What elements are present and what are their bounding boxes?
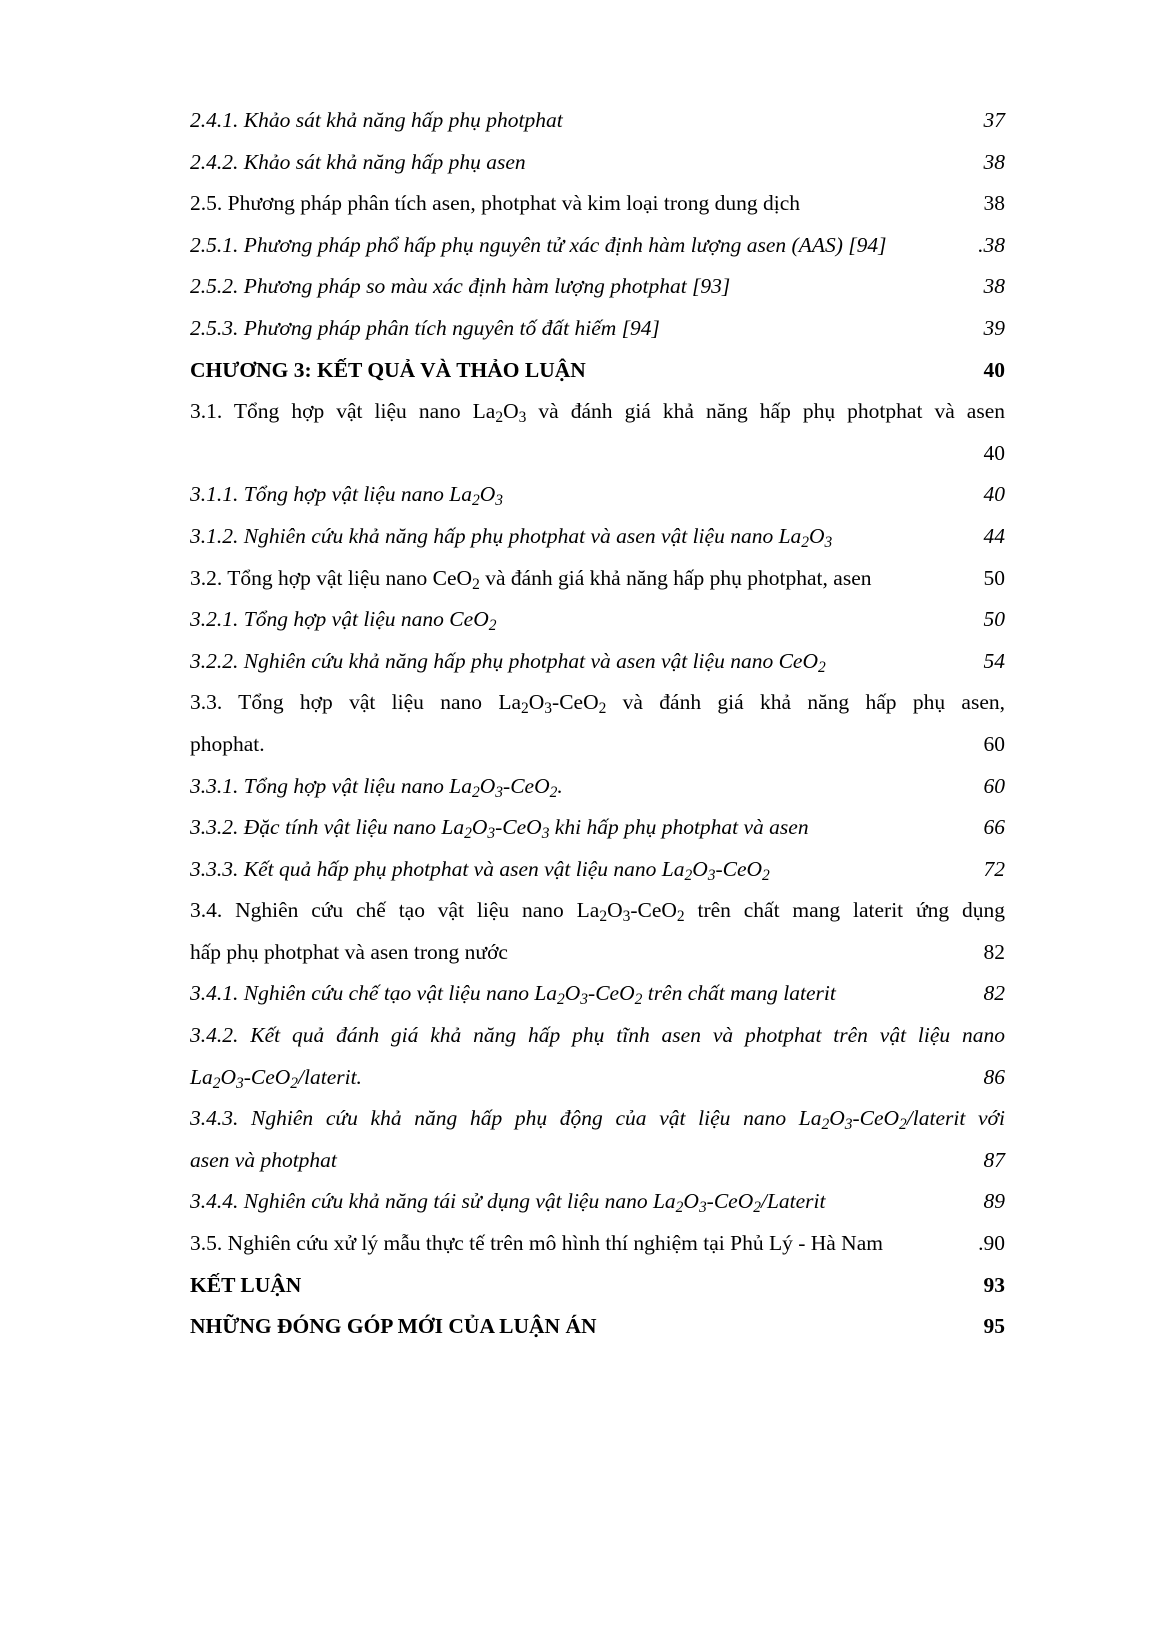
toc-title: 3.2.1. Tổng hợp vật liệu nano CeO$_2$ bbox=[190, 607, 497, 634]
toc-entry-3-2-2[interactable] bbox=[190, 641, 1005, 683]
toc-page-number: 93 bbox=[983, 1272, 1005, 1297]
toc-entry-3-4-3-line1[interactable] bbox=[190, 1098, 1005, 1140]
toc-page-number: 82 bbox=[983, 981, 1005, 1006]
toc-entry-3-4-2-line1[interactable] bbox=[190, 1015, 1005, 1057]
toc-entry-2-5-3[interactable] bbox=[190, 308, 1005, 350]
toc-title: 2.5.3. Phương pháp phân tích nguyên tố đất hiếm [94] bbox=[190, 315, 660, 340]
toc-title-continued: hấp phụ photphat và asen trong nước bbox=[190, 939, 508, 964]
toc-title: 3.3.1. Tổng hợp vật liệu nano $La_2O_3-CeO_2$. bbox=[190, 773, 563, 801]
toc-title: 2.4.1. Khảo sát khả năng hấp phụ photphat bbox=[190, 108, 563, 132]
toc-title-continued: $La_2O_3-CeO_2$/laterit. bbox=[190, 1064, 362, 1092]
dot-leader bbox=[872, 563, 982, 585]
dot-leader bbox=[598, 1312, 983, 1334]
toc-title-continued: asen và photphat bbox=[190, 1147, 337, 1172]
toc-page-number: 40 bbox=[983, 440, 1005, 465]
toc-entry-3-4-line1[interactable] bbox=[190, 890, 1005, 932]
toc-page-number: .38 bbox=[978, 232, 1005, 257]
toc-entry-2-4-2[interactable] bbox=[190, 142, 1005, 184]
dot-leader bbox=[302, 1270, 982, 1292]
toc-page-number: 50 bbox=[983, 607, 1005, 632]
toc-entry-3-4-4[interactable] bbox=[190, 1181, 1005, 1223]
toc-page-number: 87 bbox=[983, 1147, 1005, 1172]
toc-page-number: 40 bbox=[983, 357, 1005, 382]
toc-page-number: 60 bbox=[983, 773, 1005, 798]
toc-entry-3-4-2-line2[interactable] bbox=[190, 1057, 1005, 1099]
toc-title: 3.1.2. Nghiên cứu khả năng hấp phụ photphat và asen vật liệu nano $La_2O_3$ bbox=[190, 523, 833, 551]
toc-title: 3.3. Tổng hợp vật liệu nano $La_2O_3-CeO_2$ và đánh giá khả năng hấp phụ asen, bbox=[190, 690, 1005, 718]
toc-title: 3.4. Nghiên cứu chế tạo vật liệu nano $La_2O_3-CeO_2$ trên chất mang laterit ứng dụng bbox=[190, 898, 1005, 926]
toc-title: 3.1. Tổng hợp vật liệu nano $La_2O_3$ và đánh giá khả năng hấp phụ photphat và asen bbox=[190, 399, 1006, 427]
dot-leader bbox=[266, 729, 983, 751]
toc-page-number: 37 bbox=[983, 108, 1005, 132]
toc-page-number: 38 bbox=[983, 274, 1005, 299]
dot-leader bbox=[191, 438, 983, 460]
toc-entry-chapter-3[interactable] bbox=[190, 350, 1005, 392]
dot-leader bbox=[509, 937, 983, 959]
toc-page-number: 54 bbox=[983, 648, 1005, 673]
dot-leader bbox=[497, 605, 982, 627]
toc-entry-2-4-1[interactable] bbox=[190, 100, 1005, 142]
toc-entry-3-1-2[interactable] bbox=[190, 516, 1005, 558]
toc-page-number: 60 bbox=[983, 731, 1005, 756]
dot-leader bbox=[587, 355, 983, 377]
table-of-contents bbox=[190, 100, 1005, 1348]
dot-leader bbox=[827, 646, 983, 668]
toc-title: 3.2.2. Nghiên cứu khả năng hấp phụ photphat và asen vật liệu nano CeO$_2$ bbox=[190, 648, 826, 676]
toc-page-number: 66 bbox=[983, 815, 1005, 840]
toc-title: 3.1.1. Tổng hợp vật liệu nano $La_2O_3$ bbox=[190, 482, 504, 510]
toc-entry-3-3-line2[interactable] bbox=[190, 724, 1005, 766]
toc-page-number: 95 bbox=[983, 1314, 1005, 1339]
dot-leader bbox=[827, 1187, 983, 1209]
toc-entry-3-4-line2[interactable] bbox=[190, 932, 1005, 974]
toc-title: CHƯƠNG 3: KẾT QUẢ VÀ THẢO LUẬN bbox=[190, 357, 586, 382]
toc-entry-3-1-line2[interactable] bbox=[190, 433, 1005, 475]
toc-page-number: 86 bbox=[983, 1064, 1005, 1089]
toc-entry-3-5[interactable] bbox=[190, 1223, 1005, 1265]
toc-page-number: 89 bbox=[983, 1189, 1005, 1214]
toc-entry-3-2-1[interactable] bbox=[190, 599, 1005, 641]
toc-page-number: 38 bbox=[983, 149, 1005, 174]
toc-page-number: 82 bbox=[983, 939, 1005, 964]
toc-entry-3-1-line1[interactable] bbox=[190, 391, 1005, 433]
toc-title: 2.5.2. Phương pháp so màu xác định hàm lượng photphat [93] bbox=[190, 274, 731, 299]
toc-title: 2.5.1. Phương pháp phổ hấp phụ nguyên tử xác định hàm lượng asen (AAS) [94] bbox=[190, 232, 887, 257]
dot-leader bbox=[833, 521, 982, 543]
toc-entry-3-4-1[interactable] bbox=[190, 973, 1005, 1015]
toc-entry-3-2[interactable] bbox=[190, 558, 1005, 600]
toc-entry-3-3-3[interactable] bbox=[190, 849, 1005, 891]
toc-title-continued: phophat. bbox=[190, 731, 265, 756]
toc-entry-conclusion[interactable] bbox=[190, 1265, 1005, 1307]
toc-page-number: 40 bbox=[983, 482, 1005, 507]
dot-leader bbox=[338, 1145, 983, 1167]
toc-entry-2-5[interactable] bbox=[190, 183, 1005, 225]
toc-entry-3-1-1[interactable] bbox=[190, 474, 1005, 516]
toc-entry-contributions[interactable] bbox=[190, 1306, 1005, 1348]
toc-page-number: 50 bbox=[983, 565, 1005, 590]
dot-leader bbox=[363, 1062, 983, 1084]
toc-page-number: 38 bbox=[983, 191, 1005, 216]
toc-title: 3.5. Nghiên cứu xử lý mẫu thực tế trên mô hình thí nghiệm tại Phủ Lý - Hà Nam bbox=[190, 1231, 883, 1256]
dot-leader bbox=[564, 771, 983, 793]
toc-title: 3.4.2. Kết quả đánh giá khả năng hấp phụ tĩnh asen và photphat trên vật liệu nano bbox=[190, 1023, 1005, 1048]
dot-leader bbox=[661, 313, 983, 335]
toc-entry-3-3-1[interactable] bbox=[190, 766, 1005, 808]
toc-title: 3.2. Tổng hợp vật liệu nano CeO$_2$ và đánh giá khả năng hấp phụ photphat, asen bbox=[190, 565, 872, 593]
toc-page-number: 44 bbox=[983, 523, 1005, 548]
toc-title: NHỮNG ĐÓNG GÓP MỚI CỦA LUẬN ÁN bbox=[190, 1314, 597, 1339]
dot-leader bbox=[801, 189, 983, 211]
toc-title: 3.4.1. Nghiên cứu chế tạo vật liệu nano $La_2O_3-CeO_2$ trên chất mang laterit bbox=[190, 981, 836, 1009]
toc-page-number: .90 bbox=[978, 1231, 1005, 1256]
toc-page-number: 39 bbox=[983, 315, 1005, 340]
toc-page-number: 72 bbox=[983, 856, 1005, 881]
toc-entry-2-5-1[interactable] bbox=[190, 225, 1005, 267]
dot-leader bbox=[771, 854, 983, 876]
dot-leader bbox=[837, 979, 983, 1001]
toc-entry-3-3-2[interactable] bbox=[190, 807, 1005, 849]
dot-leader bbox=[504, 480, 982, 502]
dot-leader bbox=[731, 272, 982, 294]
toc-title: KẾT LUẬN bbox=[190, 1272, 302, 1297]
toc-entry-3-4-3-line2[interactable] bbox=[190, 1140, 1005, 1182]
toc-title: 2.5. Phương pháp phân tích asen, photphat và kim loại trong dung dịch bbox=[190, 191, 800, 216]
toc-title: 3.4.4. Nghiên cứu khả năng tái sử dụng vật liệu nano $La_2O_3-CeO_2$/Laterit bbox=[190, 1189, 826, 1217]
toc-title: 3.3.3. Kết quả hấp phụ photphat và asen vật liệu nano $La_2O_3-CeO_2$ bbox=[190, 856, 770, 884]
toc-title: 3.3.2. Đặc tính vật liệu nano $La_2O_3-CeO_3$ khi hấp phụ photphat và asen bbox=[190, 815, 809, 842]
toc-entry-2-5-2[interactable] bbox=[190, 266, 1005, 308]
toc-entry-3-3-line1[interactable] bbox=[190, 682, 1005, 724]
toc-title: 3.4.3. Nghiên cứu khả năng hấp phụ động của vật liệu nano $La_2O_3-CeO_2$/laterit với bbox=[190, 1106, 1005, 1134]
dot-leader bbox=[564, 106, 983, 128]
toc-title: 2.4.2. Khảo sát khả năng hấp phụ asen bbox=[190, 149, 526, 174]
dot-leader bbox=[810, 813, 983, 835]
dot-leader bbox=[527, 147, 983, 169]
